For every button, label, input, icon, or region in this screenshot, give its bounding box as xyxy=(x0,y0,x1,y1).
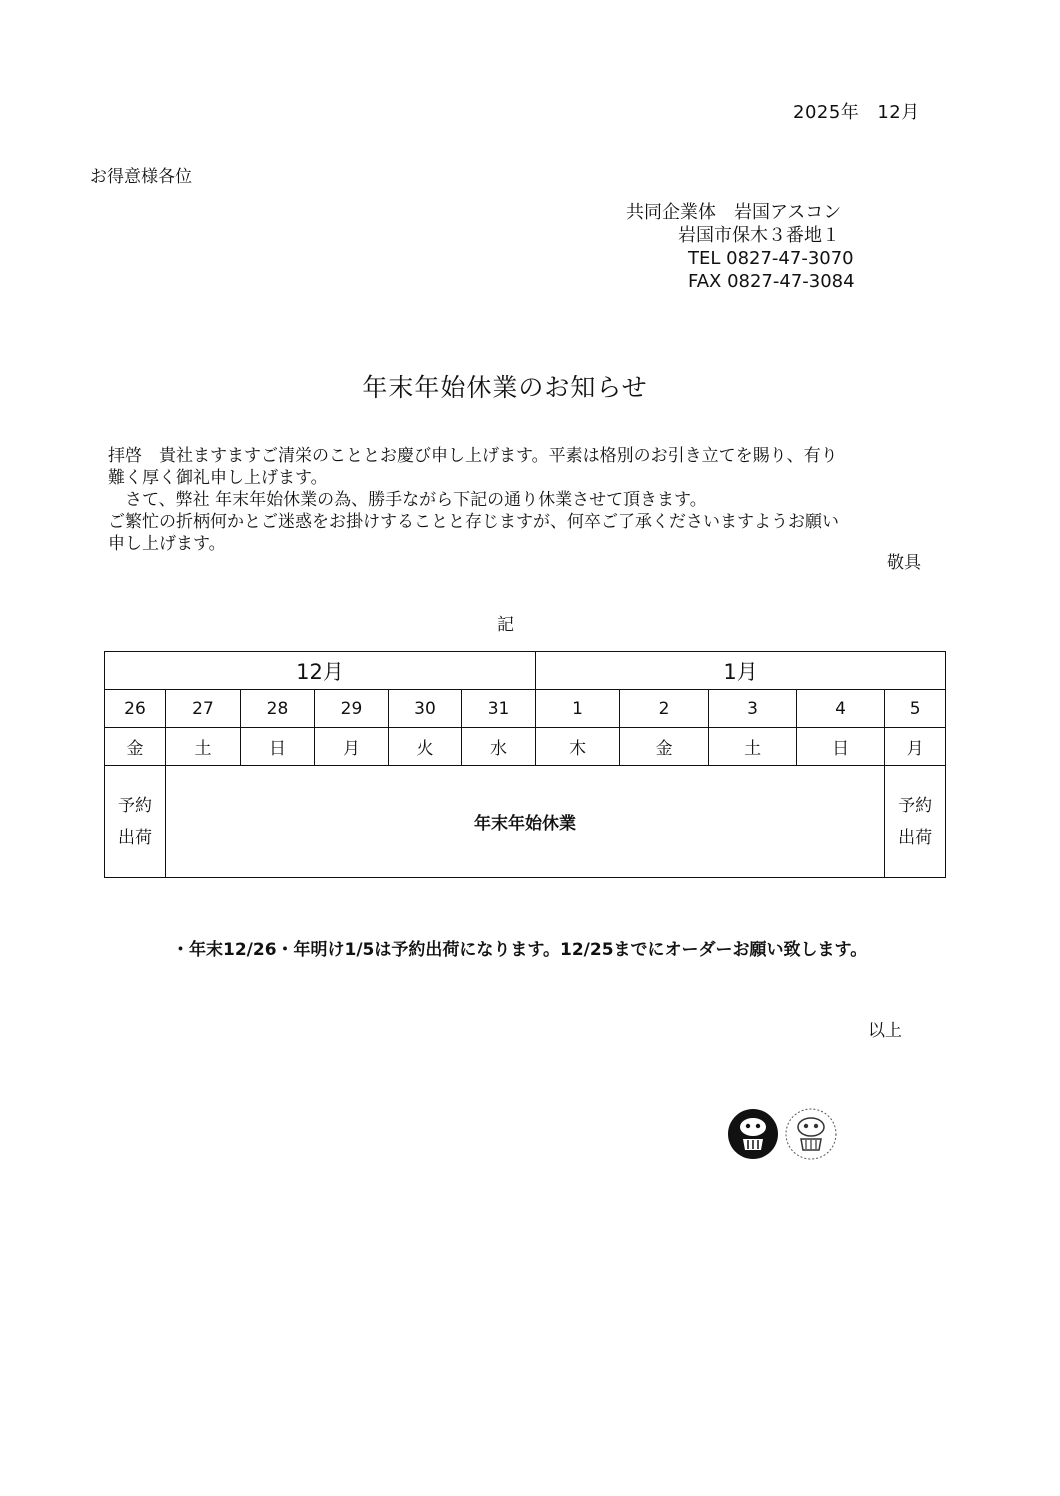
weekday-cell: 木 xyxy=(536,728,620,766)
day-cell: 29 xyxy=(315,690,389,728)
weekday-row xyxy=(105,728,946,766)
month-cell-december: 12月 xyxy=(105,652,536,690)
addressee: お得意様各位 xyxy=(90,167,192,187)
weekday-cell: 土 xyxy=(166,728,241,766)
month-cell-january: 1月 xyxy=(536,652,946,690)
daruma-logo-icon xyxy=(725,1106,840,1161)
weekday-cell: 日 xyxy=(797,728,885,766)
ki-heading: 記 xyxy=(497,615,514,635)
document-date xyxy=(793,98,920,124)
day-cell: 2 xyxy=(620,690,709,728)
weekday-cell: 火 xyxy=(389,728,462,766)
day-cell: 1 xyxy=(536,690,620,728)
day-cell: 30 xyxy=(389,690,462,728)
reserved-label: 予約 xyxy=(898,795,933,816)
reserved-shipping-cell-end xyxy=(885,766,946,878)
day-cell: 5 xyxy=(885,690,946,728)
sender-tel: TEL 0827-47-3070 xyxy=(688,248,854,269)
company-logos xyxy=(725,1106,840,1161)
sender-address: 岩国市保木３番地１ xyxy=(678,225,840,246)
body-line: さて、弊社 年末年始休業の為、勝手ながら下記の通り休業させて頂きます。 xyxy=(108,490,707,510)
day-cell: 26 xyxy=(105,690,166,728)
holiday-closure-cell: 年末年始休業 xyxy=(166,766,885,878)
reserved-shipping-cell-start xyxy=(105,766,166,878)
letter-body xyxy=(108,445,938,555)
weekday-cell: 月 xyxy=(885,728,946,766)
day-cell: 31 xyxy=(462,690,536,728)
body-line: 難く厚く御礼申し上げます。 xyxy=(108,468,328,488)
weekday-cell: 土 xyxy=(709,728,797,766)
page-title: 年末年始休業のお知らせ xyxy=(362,373,648,402)
month-row xyxy=(105,652,946,690)
ending-ijo: 以上 xyxy=(868,1021,902,1041)
sender-company: 共同企業体 岩国アスコン xyxy=(626,202,842,223)
sender-fax: FAX 0827-47-3084 xyxy=(688,271,855,292)
body-line: 申し上げます。 xyxy=(108,534,226,554)
weekday-cell: 月 xyxy=(315,728,389,766)
day-cell: 4 xyxy=(797,690,885,728)
reservation-note: ・年末12/26・年明け1/5は予約出荷になります。12/25までにオーダーお願い致します。 xyxy=(172,940,868,960)
closing-keigu: 敬具 xyxy=(887,553,921,573)
sender-block xyxy=(626,201,855,293)
body-line: ご繁忙の折柄何かとご迷惑をお掛けすることと存じますが、何卒ご了承くださいますようお願い xyxy=(108,512,839,532)
body-line: 拝啓 貴社ますますご清栄のこととお慶び申し上げます。平素は格別のお引き立てを賜り、有り xyxy=(108,446,838,466)
day-row xyxy=(105,690,946,728)
weekday-cell: 水 xyxy=(462,728,536,766)
day-cell: 27 xyxy=(166,690,241,728)
status-row xyxy=(105,766,946,878)
holiday-calendar-table xyxy=(104,651,946,878)
date-year: 2025年 xyxy=(793,102,860,123)
shipping-label: 出荷 xyxy=(118,827,152,848)
date-month: 12月 xyxy=(877,102,920,123)
weekday-cell: 金 xyxy=(105,728,166,766)
day-cell: 3 xyxy=(709,690,797,728)
weekday-cell: 金 xyxy=(620,728,709,766)
day-cell: 28 xyxy=(241,690,315,728)
shipping-label: 出荷 xyxy=(898,827,933,848)
reserved-label: 予約 xyxy=(118,795,152,816)
weekday-cell: 日 xyxy=(241,728,315,766)
